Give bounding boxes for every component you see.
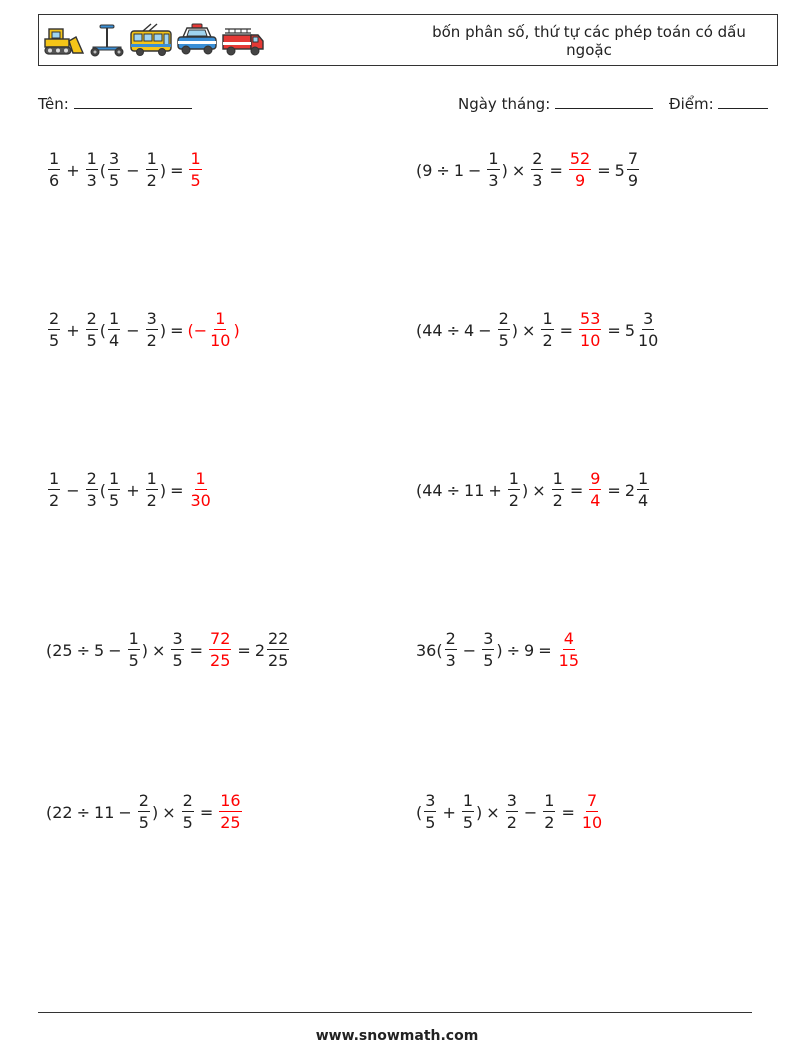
operator: ÷: [446, 480, 461, 500]
operator: =: [607, 480, 621, 500]
fraction: [424, 793, 436, 831]
fraction: [627, 151, 639, 189]
problem-6: [416, 466, 651, 514]
denominator: 5: [109, 171, 120, 190]
denominator: 3: [445, 651, 456, 670]
denominator: 5: [86, 331, 97, 350]
operator: ×: [486, 802, 500, 822]
fraction: [108, 471, 120, 509]
denominator: 4: [638, 491, 649, 510]
operator: =: [170, 160, 184, 180]
answer-fraction: [219, 793, 241, 831]
date-field: [458, 94, 653, 113]
numerator: 7: [586, 791, 598, 810]
operator: −: [108, 640, 122, 660]
fraction: [146, 151, 158, 189]
numerator: 2: [49, 309, 60, 328]
expression-text: (9: [416, 160, 433, 180]
denominator: 10: [581, 813, 603, 832]
numerator: 3: [146, 309, 157, 328]
fraction: [462, 793, 474, 831]
expression-text: ): [501, 160, 508, 180]
fraction: [182, 793, 194, 831]
numerator: 1: [552, 469, 563, 488]
fraction: [48, 151, 60, 189]
numerator: 1: [195, 469, 206, 488]
numerator: 1: [146, 149, 157, 168]
answer-fraction: [189, 471, 211, 509]
denominator: 5: [172, 651, 183, 670]
denominator: 9: [627, 171, 638, 190]
numerator: 52: [569, 149, 591, 168]
denominator: 2: [146, 331, 157, 350]
problem-5: [46, 466, 214, 514]
fraction: [541, 311, 553, 349]
operator: =: [237, 640, 251, 660]
denominator: 5: [49, 331, 60, 350]
numerator: 3: [109, 149, 120, 168]
operator: ×: [162, 802, 176, 822]
operator: −: [523, 802, 538, 822]
denominator: 3: [532, 171, 543, 190]
answer-fraction: [189, 151, 201, 189]
expression-text: ): [151, 802, 159, 822]
expression-text: (: [99, 480, 107, 500]
numerator: 72: [210, 629, 231, 648]
fraction: [86, 471, 98, 509]
denominator: 15: [558, 651, 579, 670]
header-icons: [43, 23, 265, 59]
fraction: [48, 471, 60, 509]
denominator: 2: [552, 491, 563, 510]
fraction: [267, 631, 289, 669]
denominator: 30: [190, 491, 211, 510]
numerator: 1: [128, 629, 139, 648]
operator: −: [126, 160, 140, 180]
problem-10: [416, 788, 605, 836]
header-box: [38, 14, 778, 66]
expression-text: (25: [46, 640, 73, 660]
score-blank[interactable]: [718, 94, 768, 109]
operator: =: [597, 160, 611, 180]
denominator: 5: [483, 651, 494, 670]
fraction: [108, 151, 120, 189]
numerator: 2: [445, 629, 456, 648]
expression-text: 2: [254, 640, 265, 660]
operator: ÷: [446, 320, 461, 340]
fraction: [487, 151, 499, 189]
fraction: [543, 793, 555, 831]
expression-text: 2: [624, 480, 635, 500]
answer-fraction: [209, 631, 231, 669]
expression-text: (: [416, 802, 423, 822]
denominator: 3: [86, 171, 97, 190]
problem-8: [416, 626, 582, 674]
expression-text: 5: [614, 160, 625, 180]
denominator: 25: [220, 813, 241, 832]
expression-text: ): [159, 320, 167, 340]
expression-text: (: [99, 320, 107, 340]
denominator: 25: [210, 651, 231, 670]
operator: −: [118, 802, 132, 822]
denominator: 3: [488, 171, 499, 190]
numerator: 22: [268, 629, 289, 648]
operator: +: [66, 160, 80, 180]
operator: ×: [532, 480, 546, 500]
answer-fraction: [581, 793, 603, 831]
problem-1: [46, 146, 204, 194]
expression-text: ): [521, 480, 529, 500]
score-field: [669, 94, 768, 113]
denominator: 9: [574, 171, 586, 190]
score-label: Điểm:: [669, 95, 714, 113]
fraction: [108, 311, 120, 349]
expression-text: 36(: [416, 640, 443, 660]
operator: =: [538, 640, 552, 660]
numerator: 1: [488, 149, 499, 168]
expression-text: 5: [94, 640, 105, 660]
expression-text: (: [99, 160, 107, 180]
problem-9: [46, 788, 244, 836]
numerator: 1: [49, 469, 60, 488]
numerator: 2: [138, 791, 149, 810]
operator: =: [559, 320, 574, 340]
operator: +: [126, 480, 140, 500]
denominator: 5: [138, 813, 149, 832]
answer-fraction: [558, 631, 580, 669]
expression-text: (44: [416, 480, 443, 500]
operator: =: [170, 480, 184, 500]
operator: =: [569, 480, 584, 500]
denominator: 5: [462, 813, 474, 832]
date-label: Ngày tháng:: [458, 95, 551, 113]
expression-text: 5: [624, 320, 635, 340]
numerator: 1: [86, 149, 97, 168]
numerator: 2: [86, 469, 97, 488]
operator: =: [189, 640, 204, 660]
operator: ÷: [506, 640, 521, 660]
operator: =: [549, 160, 563, 180]
fraction: [48, 311, 60, 349]
numerator: 1: [544, 791, 555, 810]
bulldozer-icon: [43, 23, 85, 57]
operator: +: [488, 480, 502, 500]
denominator: 5: [498, 331, 509, 350]
denominator: 2: [146, 491, 157, 510]
denominator: 5: [425, 813, 436, 832]
problem-2: [416, 146, 641, 194]
numerator: 1: [638, 469, 649, 488]
footer-divider: [38, 1012, 752, 1013]
numerator: 3: [483, 629, 494, 648]
numerator: 1: [109, 309, 120, 328]
operator: +: [442, 802, 456, 822]
denominator: 2: [146, 171, 157, 190]
expression-text: 11: [464, 480, 485, 500]
denominator: 5: [190, 171, 201, 190]
answer-fraction: [579, 311, 601, 349]
fraction: [498, 311, 510, 349]
problem-3: [46, 306, 240, 354]
fraction: [86, 151, 98, 189]
fraction: [146, 471, 158, 509]
numerator: 1: [215, 309, 226, 328]
operator: =: [170, 320, 184, 340]
denominator: 4: [590, 491, 601, 510]
numerator: 7: [627, 149, 638, 168]
expression-text: ): [496, 640, 503, 660]
denominator: 4: [109, 331, 120, 350]
numerator: 3: [643, 309, 654, 328]
expression-text: ): [159, 160, 167, 180]
numerator: 3: [172, 629, 183, 648]
numerator: 1: [462, 791, 474, 810]
numerator: 3: [506, 791, 517, 810]
fraction: [531, 151, 543, 189]
expression-text: ): [141, 640, 149, 660]
numerator: 2: [182, 791, 193, 810]
numerator: 16: [220, 791, 241, 810]
operator: −: [468, 160, 482, 180]
fraction: [128, 631, 140, 669]
operator: −: [66, 480, 80, 500]
expression-text: ): [511, 320, 519, 340]
operator: ÷: [76, 802, 91, 822]
operator: −: [462, 640, 477, 660]
fraction: [552, 471, 564, 509]
trolleybus-icon: [129, 23, 173, 57]
expression-text: 11: [94, 802, 115, 822]
numerator: 1: [508, 469, 519, 488]
denominator: 5: [182, 813, 193, 832]
operator: ×: [152, 640, 166, 660]
operator: =: [607, 320, 621, 340]
denominator: 10: [638, 331, 659, 350]
numerator: 53: [580, 309, 601, 328]
operator: +: [66, 320, 80, 340]
numerator: 1: [109, 469, 120, 488]
numerator: 1: [190, 149, 201, 168]
name-field: [38, 94, 192, 113]
expression-text: ): [476, 802, 483, 822]
expression-text: 4: [464, 320, 475, 340]
denominator: 2: [49, 491, 60, 510]
fraction: [508, 471, 520, 509]
expression-text: ): [233, 320, 240, 340]
denominator: 2: [506, 813, 517, 832]
numerator: 2: [498, 309, 509, 328]
problem-7: [46, 626, 291, 674]
operator: =: [561, 802, 575, 822]
denominator: 10: [210, 331, 231, 350]
numerator: 2: [86, 309, 97, 328]
problem-4: [416, 306, 661, 354]
denominator: 2: [544, 813, 555, 832]
answer-fraction: [209, 311, 231, 349]
date-blank[interactable]: [555, 94, 653, 109]
name-blank[interactable]: [74, 94, 192, 109]
fraction: [482, 631, 494, 669]
numerator: 1: [146, 469, 157, 488]
denominator: 3: [86, 491, 97, 510]
denominator: 5: [128, 651, 139, 670]
expression-text: 1: [453, 160, 465, 180]
fraction: [637, 311, 659, 349]
police-car-icon: [175, 23, 219, 57]
fraction: [506, 793, 518, 831]
denominator: 2: [508, 491, 519, 510]
operator: ÷: [76, 640, 91, 660]
numerator: 1: [542, 309, 553, 328]
expression-text: (44: [416, 320, 443, 340]
fraction: [637, 471, 649, 509]
denominator: 6: [49, 171, 60, 190]
fraction: [445, 631, 457, 669]
fraction: [171, 631, 183, 669]
numerator: 9: [590, 469, 601, 488]
expression-text: 9: [524, 640, 535, 660]
numerator: 1: [49, 149, 60, 168]
denominator: 2: [542, 331, 553, 350]
expression-text: (−: [187, 320, 208, 340]
worksheet-title: bốn phân số, thứ tự các phép toán có dấu ngoặc: [432, 23, 746, 59]
fraction: [86, 311, 98, 349]
operator: ÷: [436, 160, 450, 180]
operator: ×: [511, 160, 526, 180]
numerator: 4: [563, 629, 574, 648]
numerator: 3: [425, 791, 436, 810]
answer-fraction: [589, 471, 601, 509]
operator: −: [126, 320, 140, 340]
denominator: 10: [580, 331, 601, 350]
answer-fraction: [569, 151, 591, 189]
expression-text: (22: [46, 802, 73, 822]
operator: −: [478, 320, 492, 340]
denominator: 5: [109, 491, 120, 510]
fire-truck-icon: [221, 23, 265, 57]
numerator: 2: [532, 149, 543, 168]
fraction: [138, 793, 150, 831]
fraction: [146, 311, 158, 349]
name-label: Tên:: [38, 95, 69, 113]
expression-text: ): [159, 480, 167, 500]
denominator: 25: [268, 651, 289, 670]
footer-url: www.snowmath.com: [315, 1028, 479, 1044]
scooter-icon: [87, 23, 127, 57]
operator: =: [199, 802, 214, 822]
operator: ×: [522, 320, 536, 340]
